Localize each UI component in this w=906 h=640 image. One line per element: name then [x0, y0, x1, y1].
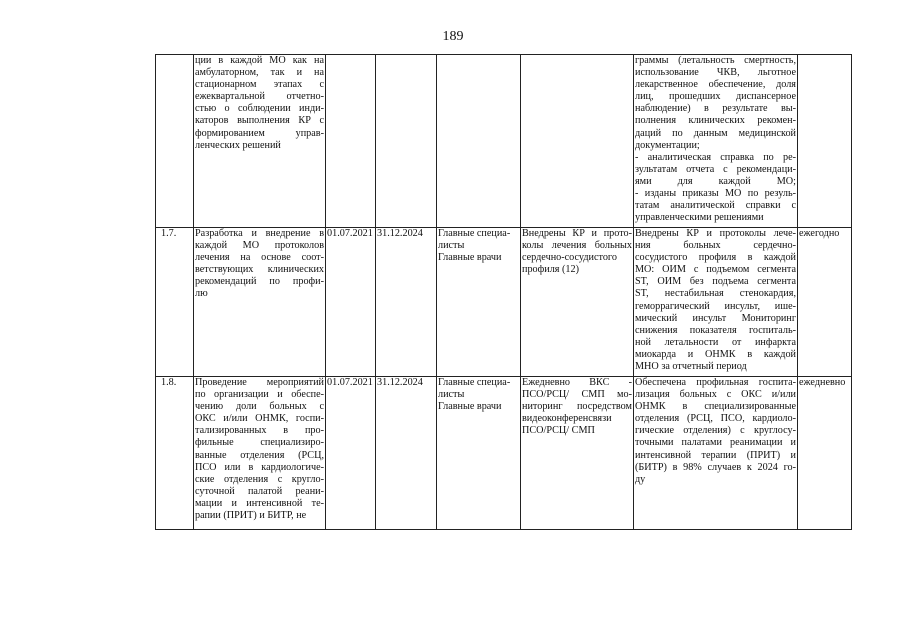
text-line: лекарственное обеспечение, доля [635, 79, 796, 91]
cell-start-date [326, 55, 376, 228]
cell-text: 1.8. [161, 377, 177, 388]
text-line: ду [635, 473, 646, 485]
text-line: ниторинг посредством [522, 401, 632, 413]
cell-text: 01.07.2021 [327, 228, 373, 239]
cell-text: ежедневно [799, 377, 846, 388]
text-line: даций по данным медицинской [635, 127, 796, 139]
cell-start-date [326, 377, 376, 530]
text-line: сердечно-сосудистого [522, 252, 617, 264]
cell-activity [194, 55, 326, 228]
text-line: Внедрены КР и прото- [522, 228, 632, 239]
text-line: гические отделения) с круглосу- [635, 425, 796, 437]
page-number: 189 [442, 29, 464, 44]
text-line: ОНМК в специализированные [635, 401, 796, 413]
text-line: Разработка и внедрение в [195, 228, 324, 239]
text-line: рапии (ПРИТ) и БИТР, не [195, 510, 307, 522]
text-line: Внедрены КР и протоколы лече- [635, 228, 796, 239]
table-row [156, 228, 852, 377]
cell-responsible [437, 228, 521, 377]
cell-end-date [376, 377, 437, 530]
text-line: ветствующих клинических [195, 264, 324, 276]
text-line: ПСО/РСЦ/ СМП мо- [522, 389, 632, 401]
plan-table [155, 54, 852, 530]
text-line: ST, ОИМ без подъема сегмента [635, 276, 796, 288]
text-line: управленческими решениями [635, 212, 764, 224]
text-line: геморрагический инсульт, ише- [635, 300, 796, 312]
text-line: стью о соблюдении инди- [195, 103, 324, 115]
cell-end-date [376, 228, 437, 377]
text-line: лиц, прошедших диспансерное [635, 91, 796, 103]
text-line: документации; [635, 139, 700, 151]
cell-end-date [376, 55, 437, 228]
cell-activity [194, 228, 326, 377]
text-line: точными палатами реанимации и [635, 437, 796, 449]
text-line: Главные специа- [438, 228, 511, 239]
text-line: лечения на основе соот- [195, 252, 324, 264]
text-line: видеоконференсвязи [522, 413, 612, 425]
text-line: листы [438, 240, 465, 252]
text-line: чению доли больных с [195, 401, 324, 413]
text-line: мации и интенсивной те- [195, 497, 324, 509]
cell-number [156, 377, 194, 530]
cell-text: ежегодно [799, 228, 840, 239]
cell-result [634, 55, 798, 228]
text-line: по организации и обеспе- [195, 389, 324, 401]
cell-responsible [437, 55, 521, 228]
cell-start-date [326, 228, 376, 377]
cell-characteristic [521, 377, 634, 530]
cell-periodicity [798, 55, 852, 228]
text-line: Главные специа- [438, 377, 511, 388]
text-line: ной летальности от инфаркта [635, 336, 796, 348]
text-line: стационарном этапах с [195, 79, 324, 91]
cell-characteristic [521, 228, 634, 377]
text-line: (БИТР) в 98% случаев к 2024 го- [635, 461, 796, 473]
text-line: сосудистого профиля в каждой [635, 252, 796, 264]
text-line: отделения (РСЦ, ПСО, кардиоло- [635, 413, 796, 425]
text-line: каждой МО протоколов [195, 240, 324, 252]
text-line: МО: ОИМ с подъемом сегмента [635, 264, 796, 276]
text-line: ния больных сердечно- [635, 240, 796, 252]
table-row [156, 377, 852, 530]
text-line: снижения показателя госпиталь- [635, 324, 796, 336]
text-line: Обеспечена профильная госпита- [635, 377, 796, 388]
text-line: профиля (12) [522, 264, 579, 276]
text-line: Проведение мероприятий [195, 377, 324, 388]
text-line: ОКС и/или ОНМК, госпи- [195, 413, 324, 425]
text-line: миокарда и ОНМК в каждой [635, 348, 796, 360]
text-line: наблюдение) в результате вы- [635, 103, 796, 115]
cell-text: 01.07.2021 [327, 377, 373, 388]
text-line: Главные врачи [438, 252, 502, 264]
cell-responsible [437, 377, 521, 530]
text-line: полнения клинических рекомен- [635, 115, 796, 127]
text-line: ПСО/РСЦ/ СМП [522, 425, 595, 437]
text-line: ПСО или в кардиологиче- [195, 461, 324, 473]
text-line: зультатам отчета с рекомендаци- [635, 163, 796, 175]
cell-text: 1.7. [161, 228, 177, 239]
text-line: лизация больных с ОКС и/или [635, 389, 796, 401]
text-line: тализированных в про- [195, 425, 324, 437]
text-line: ST, нестабильная стенокардия, [635, 288, 796, 300]
text-line: листы [438, 389, 465, 401]
text-line: формированием управ- [195, 127, 324, 139]
text-line: ские отделения с кругло- [195, 473, 324, 485]
text-line: МНО за отчетный период [635, 361, 747, 373]
cell-periodicity [798, 377, 852, 530]
cell-number [156, 228, 194, 377]
text-line: рекомендаций по профи- [195, 276, 324, 288]
text-line: ежеквартальной отчетно- [195, 91, 324, 103]
text-line: ями для каждой МО; [635, 175, 796, 187]
text-line: Ежедневно ВКС - [522, 377, 632, 388]
cell-text: 31.12.2024 [377, 228, 423, 239]
text-line: каторов выполнения КР с [195, 115, 324, 127]
cell-result [634, 377, 798, 530]
text-line: - аналитическая справка по ре- [635, 151, 796, 163]
text-line: мический инсульт Мониторинг [635, 312, 796, 324]
cell-periodicity [798, 228, 852, 377]
text-line: фильные специализиро- [195, 437, 324, 449]
text-line: интенсивной терапии (ПРИТ) и [635, 449, 796, 461]
cell-activity [194, 377, 326, 530]
text-line: граммы (летальность смертность, [635, 55, 796, 66]
cell-result [634, 228, 798, 377]
text-line: колы лечения больных [522, 240, 632, 252]
text-line: Главные врачи [438, 401, 502, 413]
text-line: ции в каждой МО как на [195, 55, 324, 66]
text-line: суточной палатой реани- [195, 485, 324, 497]
cell-number [156, 55, 194, 228]
cell-text: 31.12.2024 [377, 377, 423, 388]
table-row [156, 55, 852, 228]
text-line: ленческих решений [195, 139, 281, 151]
text-line: - изданы приказы МО по резуль- [635, 188, 796, 200]
text-line: амбулаторном, так и на [195, 67, 324, 79]
text-line: татам аналитической справки с [635, 200, 796, 212]
text-line: использование ЧКВ, льготное [635, 67, 796, 79]
cell-characteristic [521, 55, 634, 228]
text-line: ванные отделения (РСЦ, [195, 449, 324, 461]
text-line: лю [195, 288, 208, 300]
